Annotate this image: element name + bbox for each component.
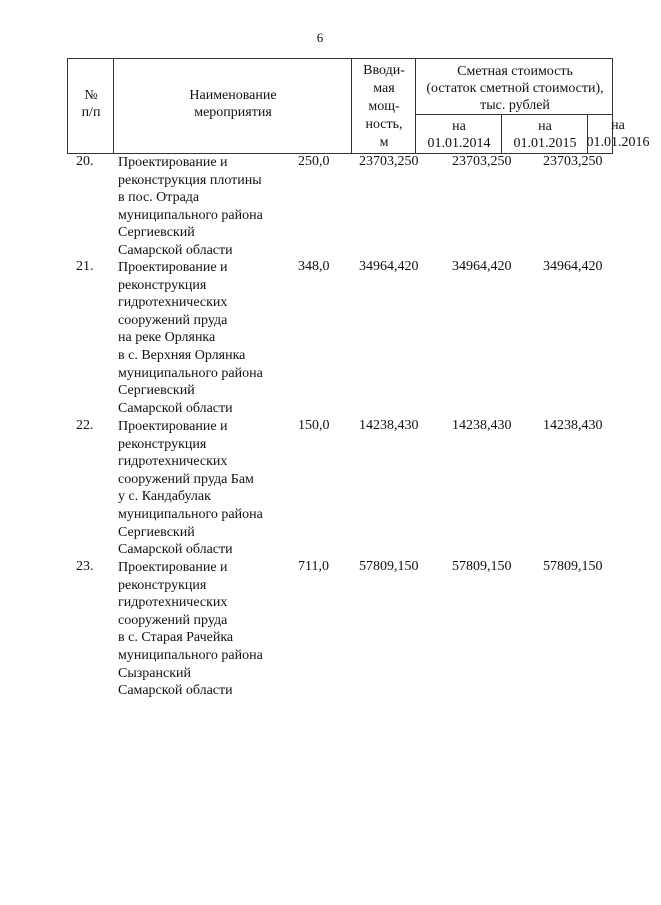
header-year-2014-cell xyxy=(415,114,501,154)
row-name-line: сооружений пруда xyxy=(118,612,228,628)
row-name xyxy=(118,259,318,417)
row-value-2015: 14238,430 xyxy=(452,418,512,433)
row-value-2014: 57809,150 xyxy=(359,559,419,574)
header-year-line: 01.01.2015 xyxy=(513,136,577,151)
header-year-line: на xyxy=(538,119,552,134)
row-name-line: сооружений пруда xyxy=(118,312,228,328)
row-value-2015: 23703,250 xyxy=(452,154,512,169)
header-year-line: на xyxy=(452,119,466,134)
row-name-line: Сергиевский xyxy=(118,524,195,540)
row-name-line: Самарской области xyxy=(118,683,233,699)
row-name xyxy=(118,418,318,559)
row-name-line: реконструкция xyxy=(118,577,207,593)
header-capacity-cell xyxy=(351,58,415,154)
page-number: 6 xyxy=(316,30,324,45)
row-name-line: Проектирование и xyxy=(118,419,228,434)
row-capacity: 711,0 xyxy=(298,559,329,574)
row-name-line: сооружений пруда Бам xyxy=(118,471,254,487)
row-name-line: муниципального района xyxy=(118,506,263,522)
header-capacity-line: мощ- xyxy=(368,99,400,114)
row-name-line: на реке Орлянка xyxy=(118,330,216,346)
row-number: 20. xyxy=(76,154,94,169)
row-name-line: в с. Верхняя Орлянка xyxy=(118,347,246,363)
row-capacity: 150,0 xyxy=(298,418,330,433)
row-name-line: в пос. Отрада xyxy=(118,190,200,206)
row-value-2016: 34964,420 xyxy=(543,259,603,274)
row-number: 21. xyxy=(76,259,94,274)
header-name-cell xyxy=(113,58,351,154)
row-name-line: реконструкция плотины xyxy=(118,172,262,188)
row-value-2014: 34964,420 xyxy=(359,259,419,274)
header-cost-line: тыс. рублей xyxy=(480,98,550,113)
row-name-line: Сергиевский xyxy=(118,383,195,399)
header-capacity-line: Вводи- xyxy=(363,63,405,78)
row-name-line: Проектирование и xyxy=(118,155,228,170)
row-value-2016: 57809,150 xyxy=(543,559,603,574)
row-name-line: Проектирование и xyxy=(118,260,228,275)
row-value-2016: 23703,250 xyxy=(543,154,603,169)
table-header xyxy=(67,58,650,154)
header-capacity-line: мая xyxy=(373,81,395,96)
row-name-line: реконструкция xyxy=(118,277,207,293)
row-number: 22. xyxy=(76,418,94,433)
row-name-line: Сызранский xyxy=(118,665,191,681)
row-value-2015: 34964,420 xyxy=(452,259,512,274)
header-cost-line: (остаток сметной стоимости), xyxy=(426,81,604,96)
row-name-line: муниципального района xyxy=(118,365,263,381)
row-name-line: Самарской области xyxy=(118,542,233,558)
row-value-2014: 14238,430 xyxy=(359,418,419,433)
row-name-line: гидротехнических xyxy=(118,595,228,611)
row-name-line: Самарской области xyxy=(118,400,233,416)
row-capacity: 250,0 xyxy=(298,154,330,169)
header-capacity-line: ность, xyxy=(365,117,403,132)
row-name-line: муниципального района xyxy=(118,207,263,223)
row-name-line: Самарской области xyxy=(118,242,233,258)
row-number: 23. xyxy=(76,559,94,574)
row-name xyxy=(118,154,318,260)
row-value-2014: 23703,250 xyxy=(359,154,419,169)
header-capacity-line: м xyxy=(379,135,389,150)
row-name-line: Проектирование и xyxy=(118,560,228,575)
row-name-line: гидротехнических xyxy=(118,295,228,311)
header-year-line: 01.01.2014 xyxy=(427,136,491,151)
row-name-line: муниципального района xyxy=(118,647,263,663)
row-name-line: в с. Старая Рачейка xyxy=(118,630,234,646)
row-name-line: Сергиевский xyxy=(118,225,195,241)
header-num-line: № xyxy=(84,88,98,103)
row-value-2016: 14238,430 xyxy=(543,418,603,433)
row-name-line: у с. Кандабулак xyxy=(118,489,211,505)
header-name-line: мероприятия xyxy=(194,105,272,120)
header-year-line: на xyxy=(611,118,625,133)
header-num-cell xyxy=(67,58,113,154)
row-name xyxy=(118,559,318,700)
header-cost-cell xyxy=(415,58,613,114)
row-name-line: реконструкция xyxy=(118,436,207,452)
header-name-line: Наименование xyxy=(189,88,277,103)
header-year-line: 01.01.2016 xyxy=(586,135,650,150)
row-name-line: гидротехнических xyxy=(118,454,228,470)
header-num-line: п/п xyxy=(81,105,101,120)
header-year-2016-text xyxy=(575,117,661,151)
row-capacity: 348,0 xyxy=(298,259,330,274)
header-cost-line: Сметная стоимость xyxy=(457,64,573,79)
row-value-2015: 57809,150 xyxy=(452,559,512,574)
